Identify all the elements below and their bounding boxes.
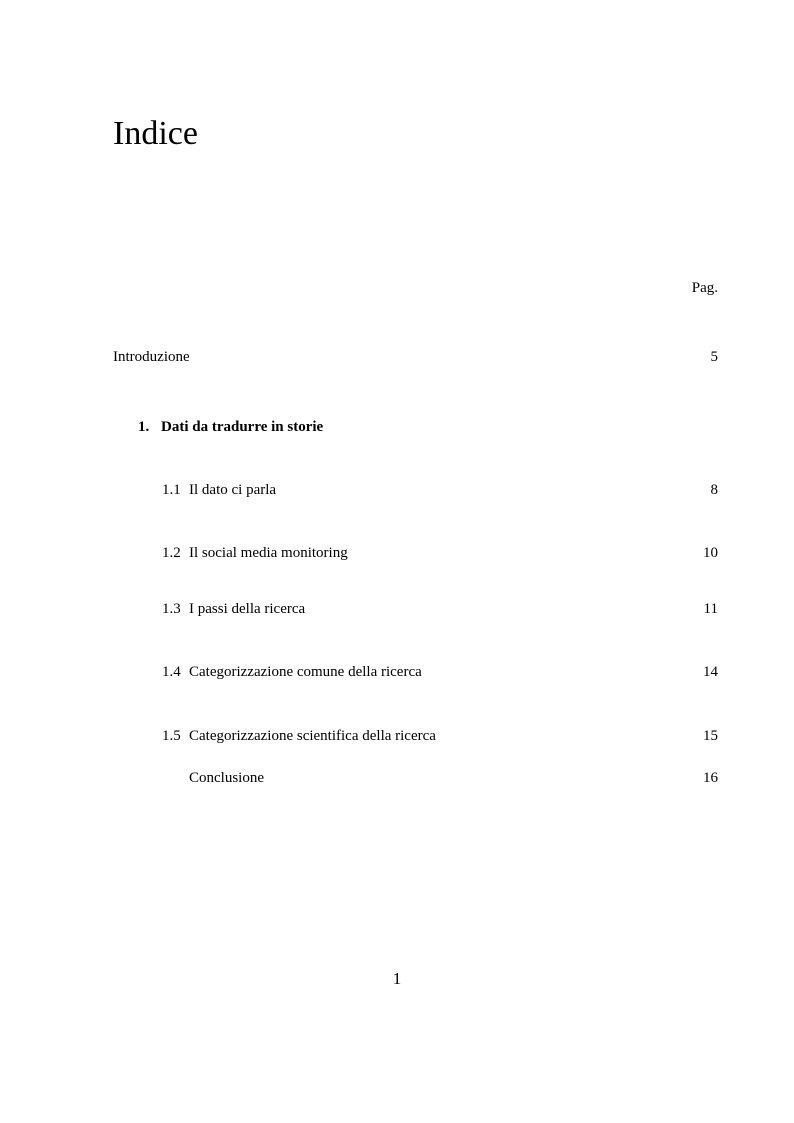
- toc-entry-section-1-4[interactable]: [162, 662, 718, 682]
- toc-entry-page: 16: [703, 770, 718, 786]
- section-number: 1.3: [162, 601, 181, 617]
- toc-entry-page: 5: [710, 349, 718, 365]
- section-number: 1.4: [162, 664, 181, 680]
- section-label: Il social media monitoring: [189, 545, 348, 561]
- toc-entry-section-1-3[interactable]: [162, 599, 718, 619]
- toc-entry-section-1-5[interactable]: [162, 726, 718, 746]
- section-label: Categorizzazione scientifica della ricerca: [189, 728, 436, 744]
- section-page: 8: [710, 482, 718, 498]
- section-number: 1.5: [162, 728, 181, 744]
- section-page: 15: [703, 728, 718, 744]
- section-label: I passi della ricerca: [189, 601, 306, 617]
- page-footer-number: 1: [392, 969, 402, 988]
- section-page: 10: [703, 545, 718, 561]
- section-number: 1.1: [162, 482, 181, 498]
- chapter-number: 1.: [138, 419, 150, 435]
- section-label: Il dato ci parla: [189, 482, 277, 498]
- section-page: 11: [703, 601, 718, 617]
- page-column-header: Pag.: [691, 280, 718, 296]
- page-title: Indice: [113, 115, 198, 152]
- toc-entry-introduction[interactable]: [113, 347, 718, 367]
- toc-entry-section-1-1[interactable]: [162, 480, 718, 500]
- section-number: 1.2: [162, 545, 181, 561]
- toc-entry-label: Conclusione: [189, 770, 264, 786]
- chapter-title: Dati da tradurre in storie: [161, 419, 324, 435]
- toc-entry-label: Introduzione: [113, 349, 190, 365]
- toc-entry-section-1-2[interactable]: [162, 543, 718, 563]
- toc-entry-conclusion[interactable]: [189, 768, 718, 788]
- section-label: Categorizzazione comune della ricerca: [189, 664, 422, 680]
- section-page: 14: [703, 664, 718, 680]
- toc-chapter-heading[interactable]: [138, 417, 323, 437]
